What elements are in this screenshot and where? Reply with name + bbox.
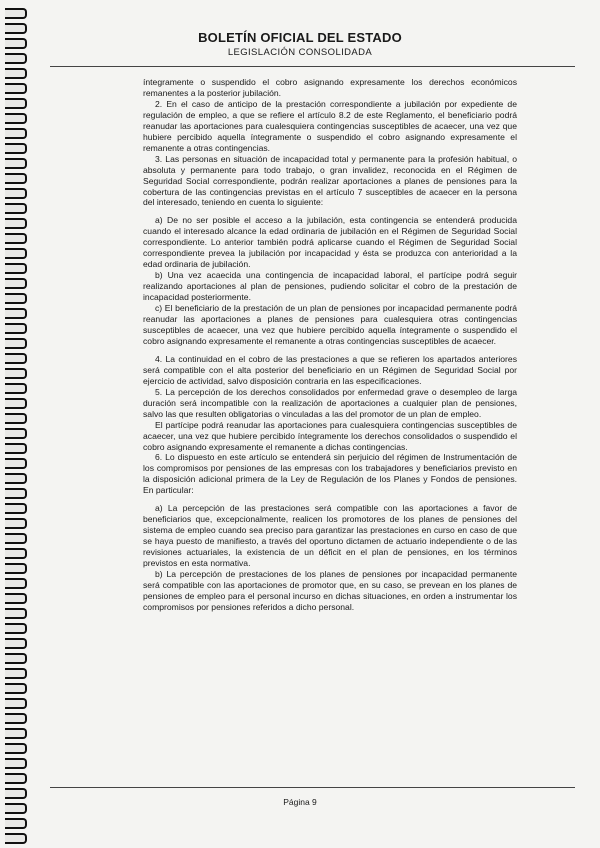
- paragraph-3a: a) De no ser posible el acceso a la jubilación, esta contingencia se entenderá producida cuando el interesado alcance la edad ordinaria de jubilación en el Régimen de Seguridad Social correspondiente. Lo anterior también podrá aplicarse cuando el Régimen de Seguridad Social correspondiente prevea la jubilación por incapacidad y ésta se produzca con anterioridad a la edad ordinaria de jubilación.: [143, 215, 517, 270]
- header-title: BOLETÍN OFICIAL DEL ESTADO: [198, 30, 402, 45]
- binding-ring: [5, 488, 27, 499]
- paragraph-2: 2. En el caso de anticipo de la prestación correspondiente a jubilación por expediente de regulación de empleo, a que se refiere el artículo 8.2 de este Reglamento, el beneficiario podrá reanudar las aportaciones para cualesquiera contingencias susceptibles de acaecer, una vez que hubiere percibido aquella íntegramente o suspendido el cobro asignando expresamente el remanente a otras contingencias.: [143, 98, 517, 153]
- paragraph-3b: b) Una vez acaecida una contingencia de incapacidad laboral, el partícipe podrá seguir realizando aportaciones al plan de pensiones, pudiendo solicitar el cobro de la prestación de incapacidad posteriormente.: [143, 270, 517, 303]
- binding-ring: [5, 668, 27, 679]
- binding-ring: [5, 593, 27, 604]
- binding-ring: [5, 518, 27, 529]
- binding-ring: [5, 578, 27, 589]
- binding-ring: [5, 143, 27, 154]
- paragraph-6a: a) La percepción de las prestaciones será compatible con las aportaciones a favor de beneficiarios que, excepcionalmente, realicen los promotores de los planes de pensiones del sistema de empleo cuando sea preciso para garantizar las prestaciones en curso en caso de que se haya puesto de manifiesto, a través del oportuno dictamen de actuario independiente o de las revisiones actuariales, la existencia de un déficit en el plan de pensiones, en los términos previstos en esta normativa.: [143, 503, 517, 569]
- binding-ring: [5, 533, 27, 544]
- binding-ring: [5, 698, 27, 709]
- binding-ring: [5, 758, 27, 769]
- paragraph-3: 3. Las personas en situación de incapacidad total y permanente para la profesión habitual, o absoluta y permanente para todo trabajo, o gran invalidez, reconocida en el Régimen de Seguridad Social correspondiente, podrán realizar aportaciones a planes de pensiones para la cobertura de las contingencias previstas en el artículo 7 susceptibles de acaecer en la persona del interesado, teniendo en cuenta lo siguiente:: [143, 153, 517, 208]
- binding-ring: [5, 728, 27, 739]
- binding-ring: [5, 413, 27, 424]
- paragraph-6: 6. Lo dispuesto en este artículo se entenderá sin perjuicio del régimen de Instrumentación de los compromisos por pensiones de las empresas con los trabajadores y beneficiarios previsto en la disposición adicional primera de la Ley de Regulación de los Planes y Fondos de pensiones. En particular:: [143, 452, 517, 496]
- binding-ring: [5, 158, 27, 169]
- binding-ring: [5, 83, 27, 94]
- binding-ring: [5, 638, 27, 649]
- header-divider: [50, 66, 575, 67]
- header-subtitle: LEGISLACIÓN CONSOLIDADA: [227, 47, 373, 58]
- binding-ring: [5, 473, 27, 484]
- binding-ring: [5, 608, 27, 619]
- binding-ring: [5, 683, 27, 694]
- binding-ring: [5, 293, 27, 304]
- binding-ring: [5, 8, 27, 19]
- binding-ring: [5, 398, 27, 409]
- binding-ring: [5, 308, 27, 319]
- binding-ring: [5, 248, 27, 259]
- binding-ring: [5, 503, 27, 514]
- binding-ring: [5, 443, 27, 454]
- binding-ring: [5, 263, 27, 274]
- page-header: [0, 30, 600, 58]
- binding-ring: [5, 173, 27, 184]
- binding-ring: [5, 563, 27, 574]
- binding-ring: [5, 338, 27, 349]
- binding-ring: [5, 548, 27, 559]
- document-body: [143, 77, 517, 613]
- paragraph-5: 5. La percepción de los derechos consolidados por enfermedad grave o desempleo de larga duración será incompatible con la realización de aportaciones a cualquier plan de pensiones, salvo las que resulten obligatorias o vinculadas a las del promotor de un plan de empleo.: [143, 386, 517, 419]
- binding-ring: [5, 323, 27, 334]
- binding-ring: [5, 383, 27, 394]
- binding-ring: [5, 218, 27, 229]
- binding-ring: [5, 68, 27, 79]
- binding-ring: [5, 653, 27, 664]
- paragraph-5b: El partícipe podrá reanudar las aportaciones para cualesquiera contingencias susceptibles de acaecer, una vez que hubiere percibido íntegramente los derechos consolidados o suspendido el cobro asignando expresamente el remanente a dichas contingencias.: [143, 419, 517, 452]
- binding-ring: [5, 278, 27, 289]
- binding-ring: [5, 98, 27, 109]
- binding-ring: [5, 368, 27, 379]
- binding-ring: [5, 623, 27, 634]
- binding-ring: [5, 203, 27, 214]
- binding-ring: [5, 743, 27, 754]
- binding-ring: [5, 428, 27, 439]
- page-number: Página 9: [283, 797, 317, 807]
- paragraph-4: 4. La continuidad en el cobro de las prestaciones a que se refieren los apartados anteriores será compatible con el alta posterior del beneficiario en un Régimen de Seguridad Social por ejercicio de actividad, salvo disposición contraria en las especificaciones.: [143, 353, 517, 386]
- binding-ring: [5, 128, 27, 139]
- paragraph-6b: b) La percepción de prestaciones de los planes de pensiones por incapacidad permanente será compatible con las aportaciones de promotor que, en su caso, se prevean en los planes de pensiones de empleo para el personal incurso en dichas situaciones, en orden a instrumentar los compromisos por pensiones referidos a dicho personal.: [143, 568, 517, 612]
- paragraph-3c: c) El beneficiario de la prestación de un plan de pensiones por incapacidad permanente podrá reanudar las aportaciones a planes de pensiones para cualesquiera otras contingencias susceptibles de acaecer, una vez que hubiere percibido aquella íntegramente o suspendido el cobro asignando expresamente el remanente a otras contingencias susceptibles de acaecer.: [143, 303, 517, 346]
- binding-ring: [5, 188, 27, 199]
- footer-divider: [50, 787, 575, 788]
- binding-ring: [5, 353, 27, 364]
- binding-ring: [5, 818, 27, 829]
- binding-ring: [5, 233, 27, 244]
- spiral-binding: [0, 0, 30, 848]
- binding-ring: [5, 833, 27, 844]
- binding-ring: [5, 458, 27, 469]
- binding-ring: [5, 713, 27, 724]
- paragraph-continuation: íntegramente o suspendido el cobro asignando expresamente los derechos económicos remanentes a la posterior jubilación.: [143, 77, 517, 98]
- binding-ring: [5, 113, 27, 124]
- binding-ring: [5, 773, 27, 784]
